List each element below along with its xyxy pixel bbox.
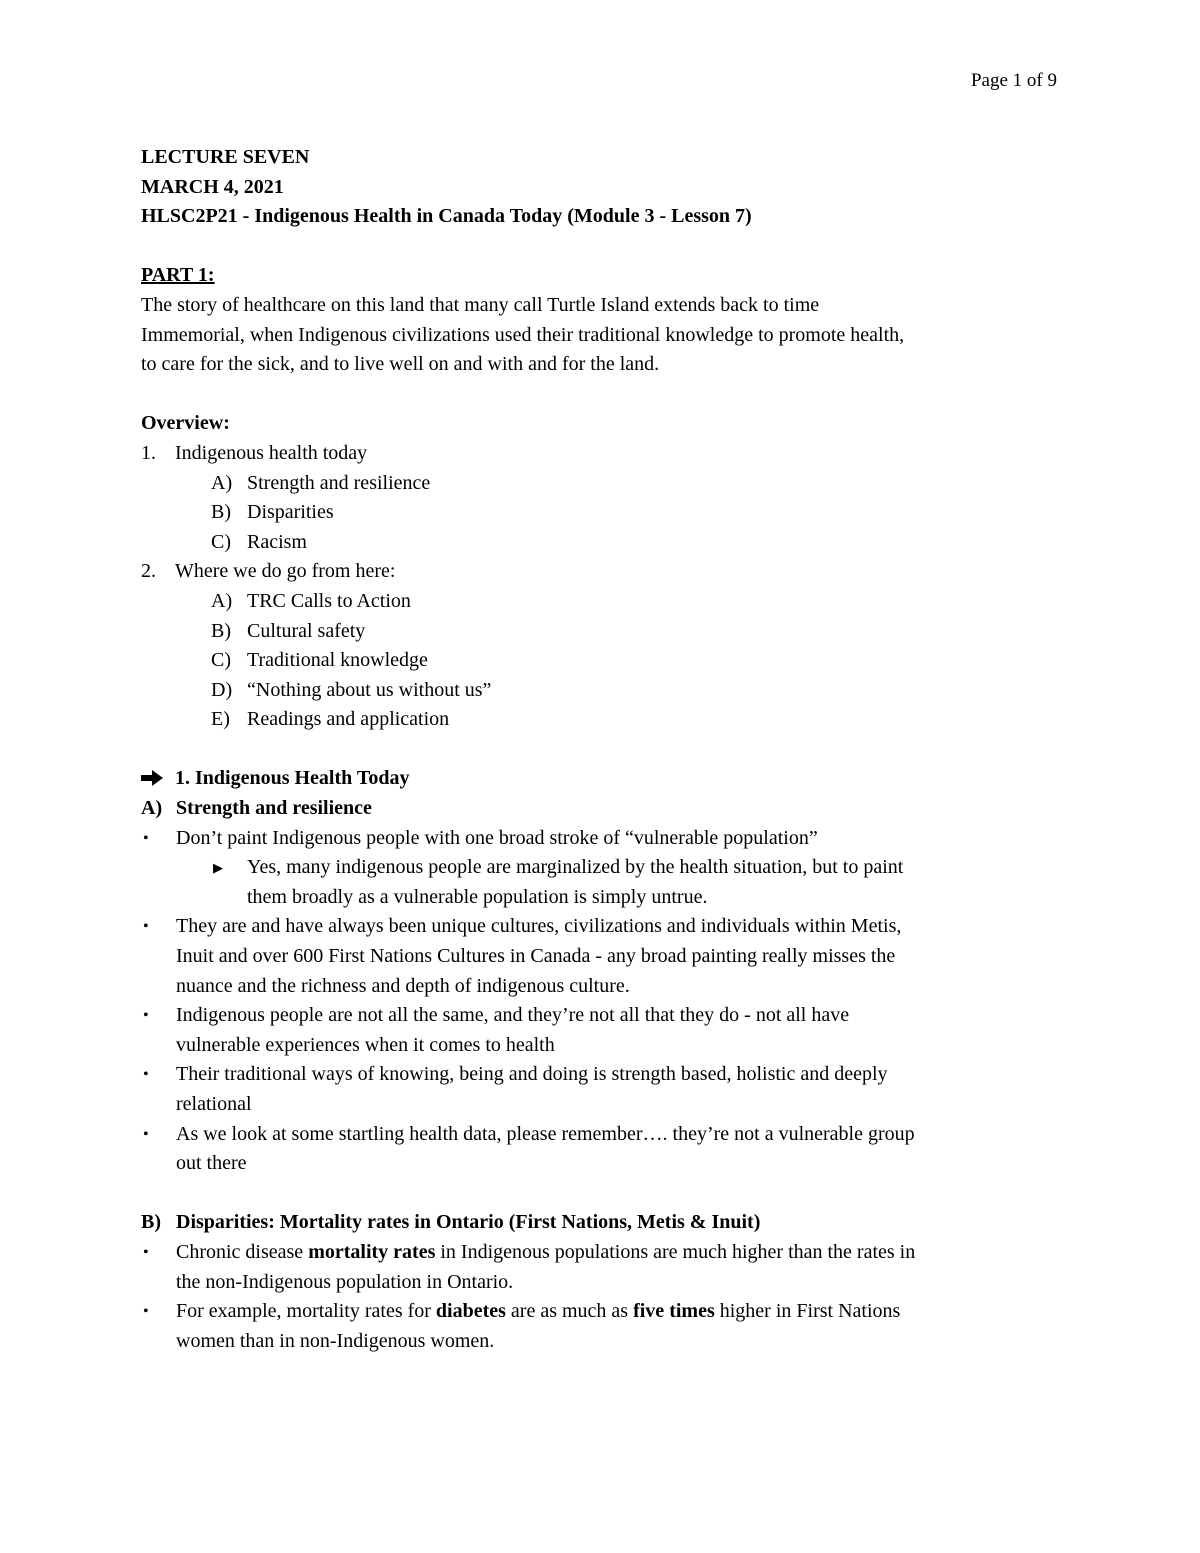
section1a-heading: [141, 794, 1061, 824]
bullet-emphasis: mortality rates: [308, 1240, 436, 1263]
overview-subitem: [141, 617, 1061, 647]
overview-subitem-text: Cultural safety: [247, 619, 366, 642]
overview-subitem-text: “Nothing about us without us”: [247, 678, 492, 701]
overview-subitem: [141, 705, 1061, 735]
bullet-item: [141, 824, 1061, 854]
section1b-heading: [141, 1208, 1061, 1238]
bullet-line: vulnerable experiences when it comes to health: [176, 1033, 555, 1056]
bullet-dot-icon: •: [143, 1125, 149, 1143]
overview-subitem-letter: A): [211, 589, 233, 612]
bullet-line: relational: [176, 1093, 252, 1115]
overview-heading: Overview:: [141, 412, 230, 435]
overview-item: [141, 439, 1061, 469]
document-body: [141, 143, 1061, 1356]
section1b-heading-text: Disparities: Mortality rates in Ontario (First Nations, Metis & Inuit): [176, 1211, 761, 1234]
bullet-line: Indigenous people are not all the same, and they’re not all that they do - not all have: [176, 1004, 850, 1027]
bullet-text: Chronic disease: [176, 1240, 309, 1263]
bullet-item: [141, 1297, 1061, 1356]
sub-bullet-line: Yes, many indigenous people are marginalized by the health situation, but to paint: [247, 856, 904, 879]
lecture-date: MARCH 4, 2021: [141, 175, 284, 198]
overview-subitem-letter: B): [211, 619, 231, 642]
bullet-dot-icon: •: [143, 918, 149, 936]
bullet-dot-icon: •: [143, 829, 149, 847]
bullet-item: [141, 1238, 1061, 1297]
overview-item-label: Indigenous health today: [175, 441, 368, 464]
part1-paragraph-line: Immemorial, when Indigenous civilizations used their traditional knowledge to promote health,: [141, 323, 905, 346]
part1-paragraph-line: The story of healthcare on this land that many call Turtle Island extends back to time: [141, 293, 820, 316]
overview-subitem-letter: B): [211, 501, 231, 524]
bullet-line: Their traditional ways of knowing, being and doing is strength based, holistic and deeply: [176, 1063, 888, 1086]
bullet-emphasis: five times: [633, 1300, 715, 1323]
overview-subitem-text: Traditional knowledge: [247, 649, 428, 672]
overview-item: [141, 557, 1061, 587]
part1-paragraph-line: to care for the sick, and to live well on and with and for the land.: [141, 353, 660, 376]
page-number: Page 1 of 9: [970, 70, 1057, 91]
overview-subitem-letter: C): [211, 649, 231, 672]
overview-subitem: [141, 469, 1061, 499]
overview-subitem-letter: A): [211, 471, 233, 494]
bullet-line: [176, 1238, 1061, 1268]
bullet-dot-icon: •: [143, 1243, 149, 1261]
bullet-line: As we look at some startling health data, please remember…. they’re not a vulnerable group: [176, 1122, 915, 1145]
section1-heading-text: 1. Indigenous Health Today: [175, 767, 410, 790]
overview-subitem-text: Disparities: [247, 501, 334, 524]
bullet-text: in Indigenous populations are much higher than the rates in: [435, 1240, 916, 1263]
overview-subitem-letter: C): [211, 530, 231, 553]
triangle-bullet-icon: ▶: [213, 860, 223, 876]
section1-heading: [141, 764, 1061, 794]
bullet-line: the non-Indigenous population in Ontario.: [176, 1270, 514, 1293]
section1a-letter: A): [141, 797, 163, 820]
overview-subitem: [141, 498, 1061, 528]
section1a-heading-text: Strength and resilience: [176, 797, 372, 820]
bullet-dot-icon: •: [143, 1007, 149, 1025]
part1-heading: PART 1:: [141, 264, 215, 287]
overview-subitem: [141, 587, 1061, 617]
section1b-letter: B): [141, 1211, 161, 1234]
bullet-text: For example, mortality rates for: [176, 1300, 436, 1323]
overview-subitem-text: Strength and resilience: [247, 471, 431, 494]
lecture-label: LECTURE SEVEN: [141, 146, 310, 168]
overview-subitem-letter: E): [211, 708, 230, 731]
bullet-emphasis: diabetes: [435, 1300, 506, 1323]
bullet-dot-icon: •: [143, 1066, 149, 1084]
right-arrow-icon: [141, 764, 175, 794]
overview-subitem: [141, 676, 1061, 706]
sub-bullet-line: them broadly as a vulnerable population is simply untrue.: [247, 885, 708, 908]
bullet-item: [141, 1120, 1061, 1179]
bullet-line: out there: [176, 1152, 247, 1175]
bullet-line: nuance and the richness and depth of indigenous culture.: [176, 974, 630, 997]
bullet-text: are as much as: [505, 1300, 634, 1323]
bullet-text: higher in First Nations: [714, 1300, 901, 1323]
overview-item-number: 1.: [141, 441, 156, 464]
overview-subitem-text: Racism: [247, 530, 307, 553]
bullet-line: [176, 1297, 1061, 1327]
overview-subitem-text: Readings and application: [247, 708, 450, 731]
bullet-line: They are and have always been unique cultures, civilizations and individuals within Metis,: [176, 915, 902, 938]
bullet-line: women than in non-Indigenous women.: [176, 1329, 495, 1352]
bullet-item: [141, 1001, 1061, 1060]
bullet-item: [141, 912, 1061, 1001]
overview-subitem-letter: D): [211, 678, 233, 701]
course-title: HLSC2P21 - Indigenous Health in Canada Today (Module 3 - Lesson 7): [141, 205, 752, 228]
bullet-line: Inuit and over 600 First Nations Cultures in Canada - any broad painting really misses the: [176, 945, 896, 968]
overview-subitem-text: TRC Calls to Action: [247, 589, 411, 612]
overview-item-label: Where we do go from here:: [175, 560, 396, 583]
sub-bullet-item: [141, 853, 1061, 912]
overview-subitem: [141, 528, 1061, 558]
overview-subitem: [141, 646, 1061, 676]
bullet-line: Don’t paint Indigenous people with one broad stroke of “vulnerable population”: [176, 826, 818, 849]
bullet-dot-icon: •: [143, 1303, 149, 1321]
overview-item-number: 2.: [141, 560, 156, 583]
bullet-item: [141, 1060, 1061, 1119]
